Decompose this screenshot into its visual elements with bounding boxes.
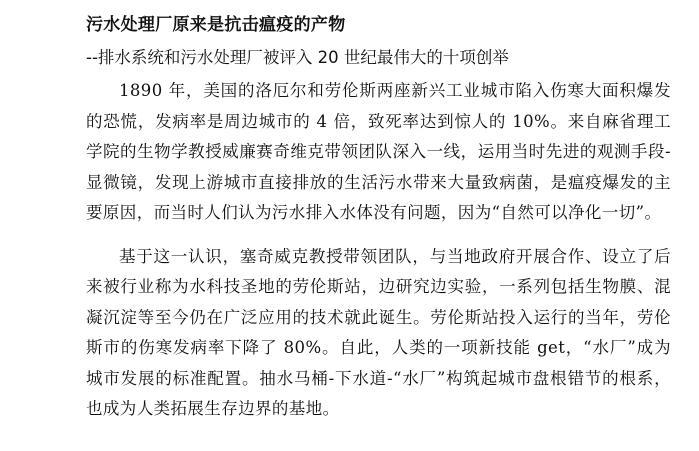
document-body [86, 8, 671, 425]
paragraph-1: 1890 年，美国的洛厄尔和劳伦斯两座新兴工业城市陷入伤寒大面积爆发的恐慌，发病率是周边城市的 4 倍，致死率达到惊人的 10%。来自麻省理工学院的生物学教授威廉赛奇维克带领团队深入一线，运用当时先进的观测手段-显微镜，发现上游城市直接排放的生活污水带来大量致病菌，是瘟疫爆发的主要原因，而当时人们认为污水排入水体没有问题，因为“自然可以净化一切”。 [86, 81, 671, 222]
article-subtitle: --排水系统和污水处理厂被评入 20 世纪最伟大的十项创举 [86, 48, 509, 67]
paragraph-2: 基于这一认识，塞奇威克教授带领团队，与当地政府开展合作、设立了后来被行业称为水科技圣地的劳伦斯站，边研究边实验，一系列包括生物膜、混凝沉淀等至今仍在广泛应用的技术就此诞生。劳伦斯站投入运行的当年，劳伦斯市的伤寒发病率下降了 80%。自此，人类的一项新技能 get，“水厂”成为城市发展的标准配置。抽水马桶-下水道-“水厂”构筑起城市盘根错节的根系，也成为人类拓展生存边界的基地。 [86, 246, 671, 418]
article-title: 污水处理厂原来是抗击瘟疫的产物 [86, 15, 346, 35]
